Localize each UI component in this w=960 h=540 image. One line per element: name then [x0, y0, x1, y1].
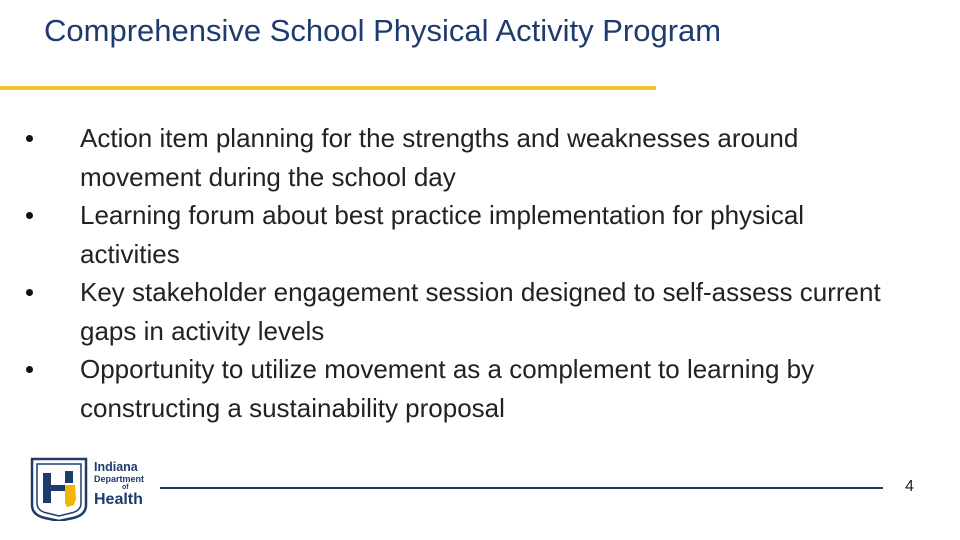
logo-line-department: Department: [94, 474, 145, 484]
bullet-list: [26, 119, 886, 427]
bullet-item: [26, 196, 886, 273]
bullet-item: [26, 273, 886, 350]
bullet-dot-icon: [26, 135, 33, 142]
bullet-item: [26, 350, 886, 427]
slide-title: Comprehensive School Physical Activity Program: [44, 13, 722, 48]
bullet-dot-icon: [26, 366, 33, 373]
bullet-dot-icon: [26, 289, 33, 296]
bullet-text: Opportunity to utilize movement as a complement to learning by constructing a sustainability proposal: [80, 354, 815, 423]
bullet-text: Action item planning for the strengths and weaknesses around movement during the school day: [80, 123, 799, 192]
bullet-dot-icon: [26, 212, 33, 219]
footer-divider: [160, 487, 883, 489]
bullet-item: [26, 119, 886, 196]
bullet-text: Key stakeholder engagement session designed to self-assess current gaps in activity levels: [80, 277, 881, 346]
logo-wordmark: [94, 460, 164, 508]
logo-line-of: of: [122, 484, 129, 491]
title-underline: [0, 86, 656, 90]
page-number: 4: [905, 478, 914, 495]
logo-line-indiana: Indiana: [94, 460, 138, 474]
bullet-text: Learning forum about best practice implementation for physical activities: [80, 200, 805, 269]
logo-line-health: Health: [94, 491, 143, 508]
